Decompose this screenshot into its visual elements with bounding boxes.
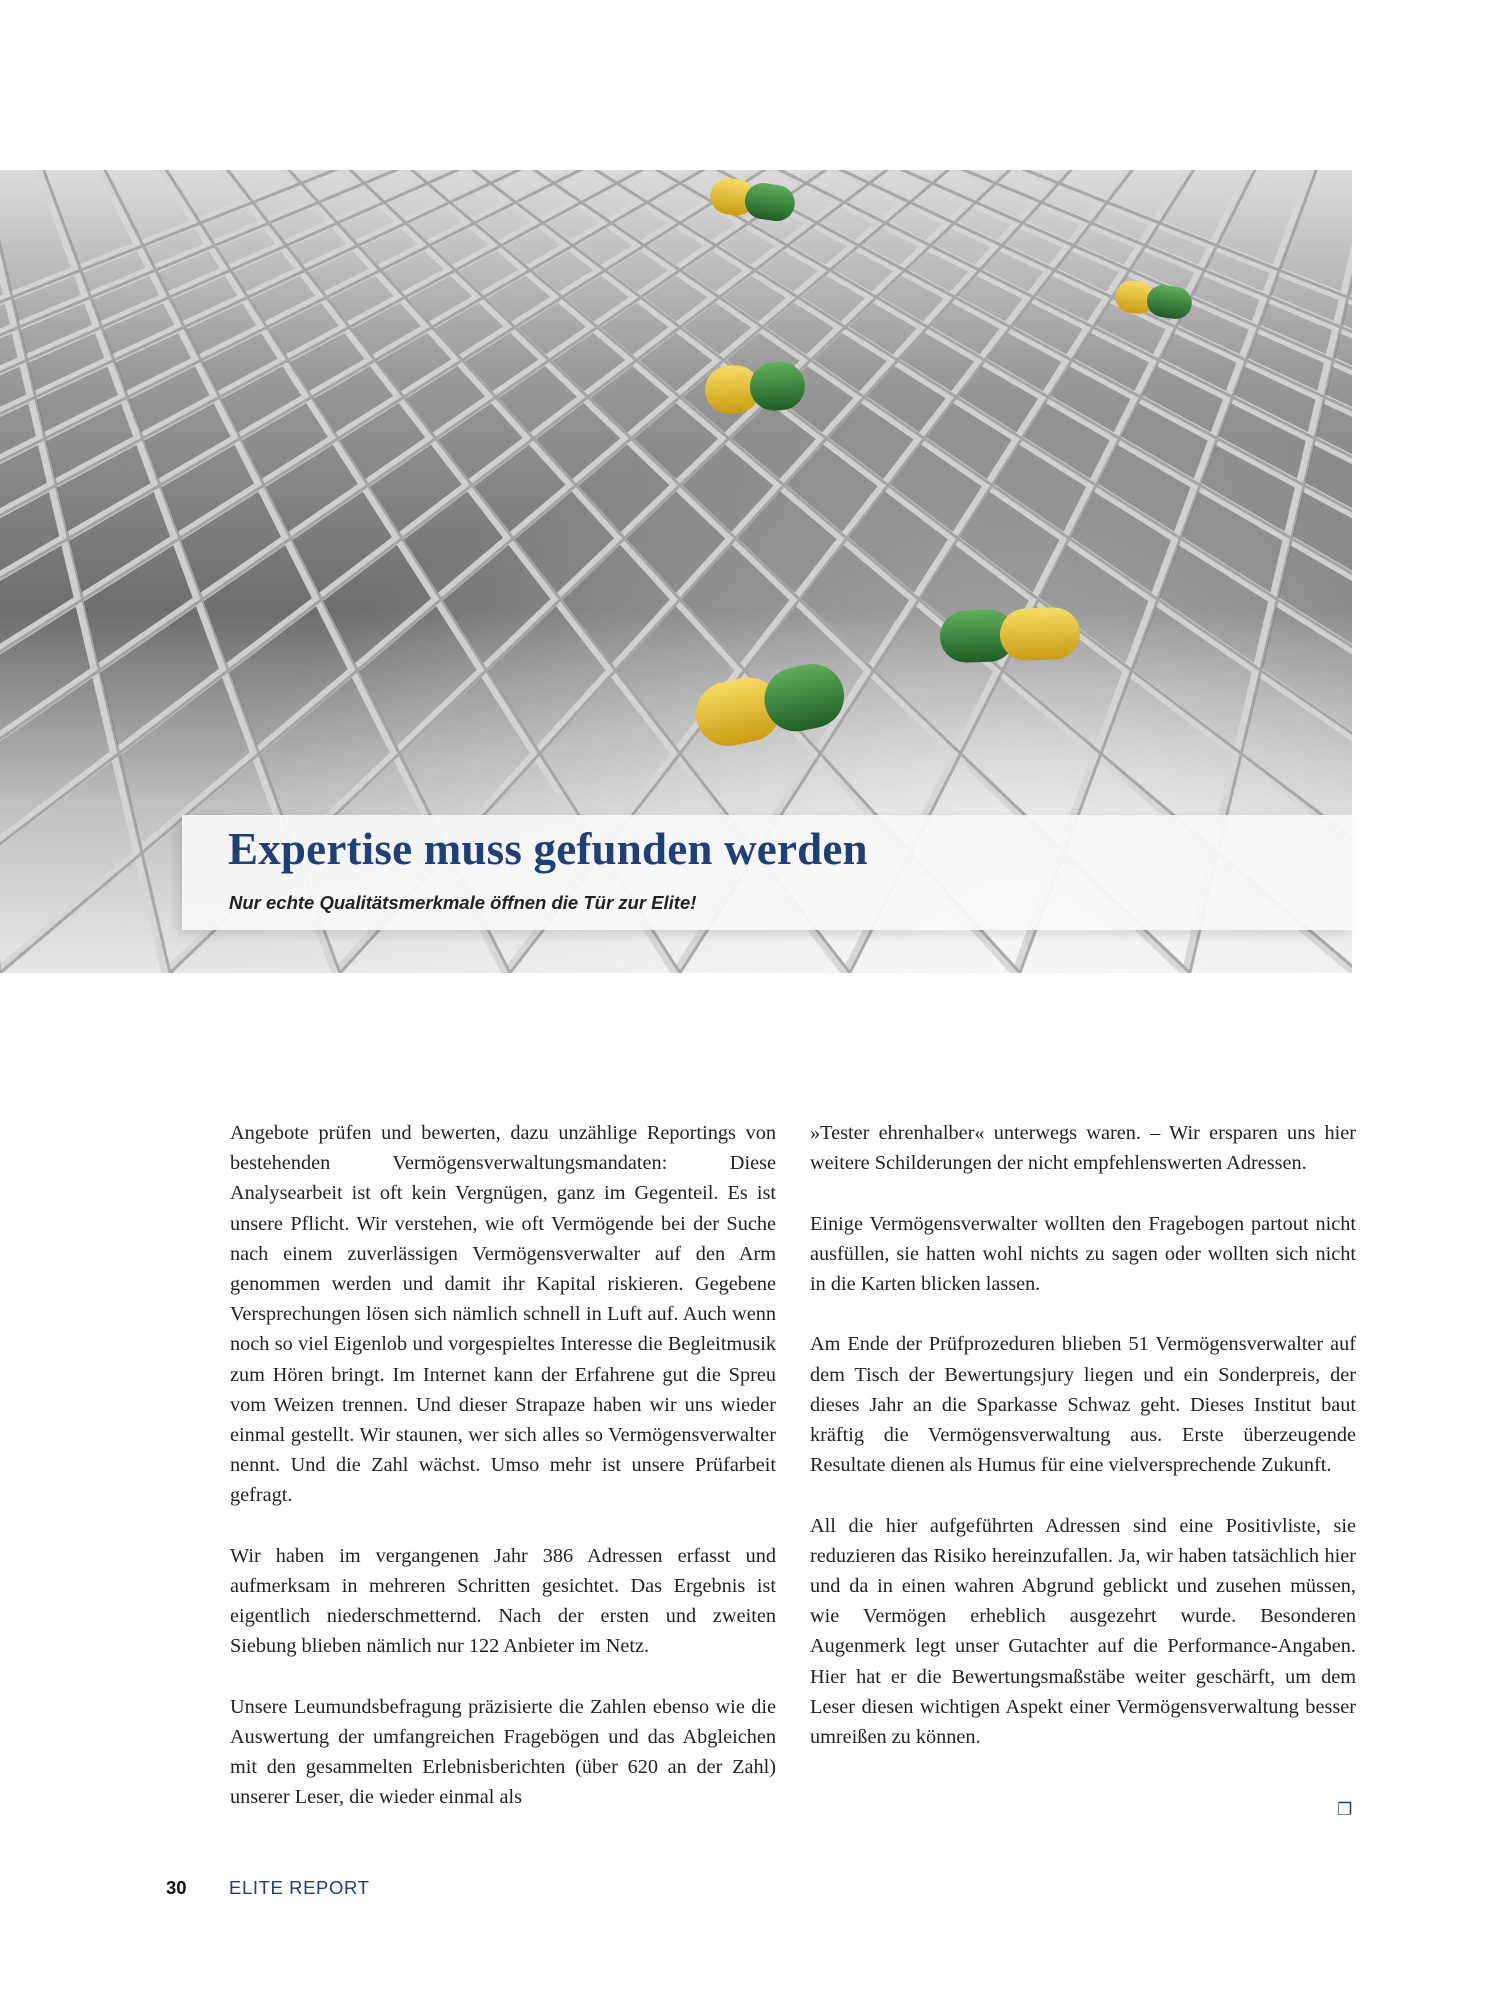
paragraph: Wir haben im vergangenen Jahr 386 Adressen erfasst und aufmerksam in mehreren Schritten gesichtet. Das Ergebnis ist eigentlich niederschmetternd. Nach der ersten und zweiten Siebung blieben nämlich nur 122 Anbieter im Netz. (230, 1544, 776, 1658)
article-column-right (810, 1118, 1356, 1752)
page-number: 30 (166, 1877, 187, 1898)
headline-box (182, 815, 1352, 930)
paragraph: Angebote prüfen und bewerten, dazu unzählige Reportings von bestehenden Vermögensverwaltungsmandaten: Diese Analysearbeit ist oft kein Vergnügen, ganz im Gegenteil. Es ist unsere Pflicht. Wir verstehen, wie oft Vermögende bei der Suche nach einem zuverlässigen Vermögensverwalter auf den Arm genommen werden und damit ihr Kapital riskieren. Gegebene Versprechungen lösen sich nämlich schnell in Luft auf. Auch wenn noch so viel Eigenlob und vorgespieltes Interesse die Begleitmusik zum Hören bringt. Im Internet kann der Erfahrene gut die Spreu vom Weizen trennen. Und dieser Strapaze haben wir uns wieder einmal gestellt. Wir staunen, wer sich alles so Vermögensverwalter nennt. Und die Zahl wächst. Umso mehr ist unsere Prüfarbeit gefragt. (230, 1122, 776, 1507)
end-of-article-icon: ❐ (1337, 1800, 1353, 1820)
paragraph: Am Ende der Prüfprozeduren blieben 51 Vermögensverwalter auf dem Tisch der Bewertungsjury liegen und ein Sonderpreis, der dieses Jahr an die Sparkasse Schwaz geht. Dieses Institut baut kräftig die Vermögensverwaltung aus. Erste überzeugende Resultate dienen als Humus für eine vielversprechende Zukunft. (810, 1333, 1356, 1477)
paragraph: All die hier aufgeführten Adressen sind eine Positivliste, sie reduzieren das Risiko hereinzufallen. Ja, wir haben tatsächlich hier und da in einen wahren Abgrund geblickt und zusehen müssen, wie Vermögen erheblich ausgezehrt wurde. Besonderen Augenmerk legt unser Gutachter auf die Performance-Angaben. Hier hat er die Bewertungsmaßstäbe weiter geschärft, um dem Leser diesen wichtigen Aspekt einer Vermögensverwaltung besser umreißen zu können. (810, 1514, 1356, 1749)
paragraph: Einige Vermögensverwalter wollten den Fragebogen partout nicht ausfüllen, sie hatten wohl nichts zu sagen oder wollten sich nicht in die Karten blicken lassen. (810, 1212, 1356, 1295)
publication-name: ELITE REPORT (229, 1877, 370, 1898)
article-column-left (230, 1118, 776, 1813)
page-title: Expertise muss gefunden werden (228, 824, 868, 874)
paragraph: »Tester ehrenhalber« unterwegs waren. – Wir ersparen uns hier weitere Schilderungen der nicht empfehlenswerten Adressen. (810, 1122, 1356, 1175)
paragraph: Unsere Leumundsbefragung präzisierte die Zahlen ebenso wie die Auswertung der umfangreichen Fragebögen und das Abgleichen mit den gesammelten Erlebnisberichten (über 620 an der Zahl) unserer Leser, die wieder einmal als (230, 1695, 776, 1809)
page-subtitle: Nur echte Qualitätsmerkmale öffnen die Tür zur Elite! (229, 892, 697, 913)
capsule-4 (939, 607, 1081, 664)
